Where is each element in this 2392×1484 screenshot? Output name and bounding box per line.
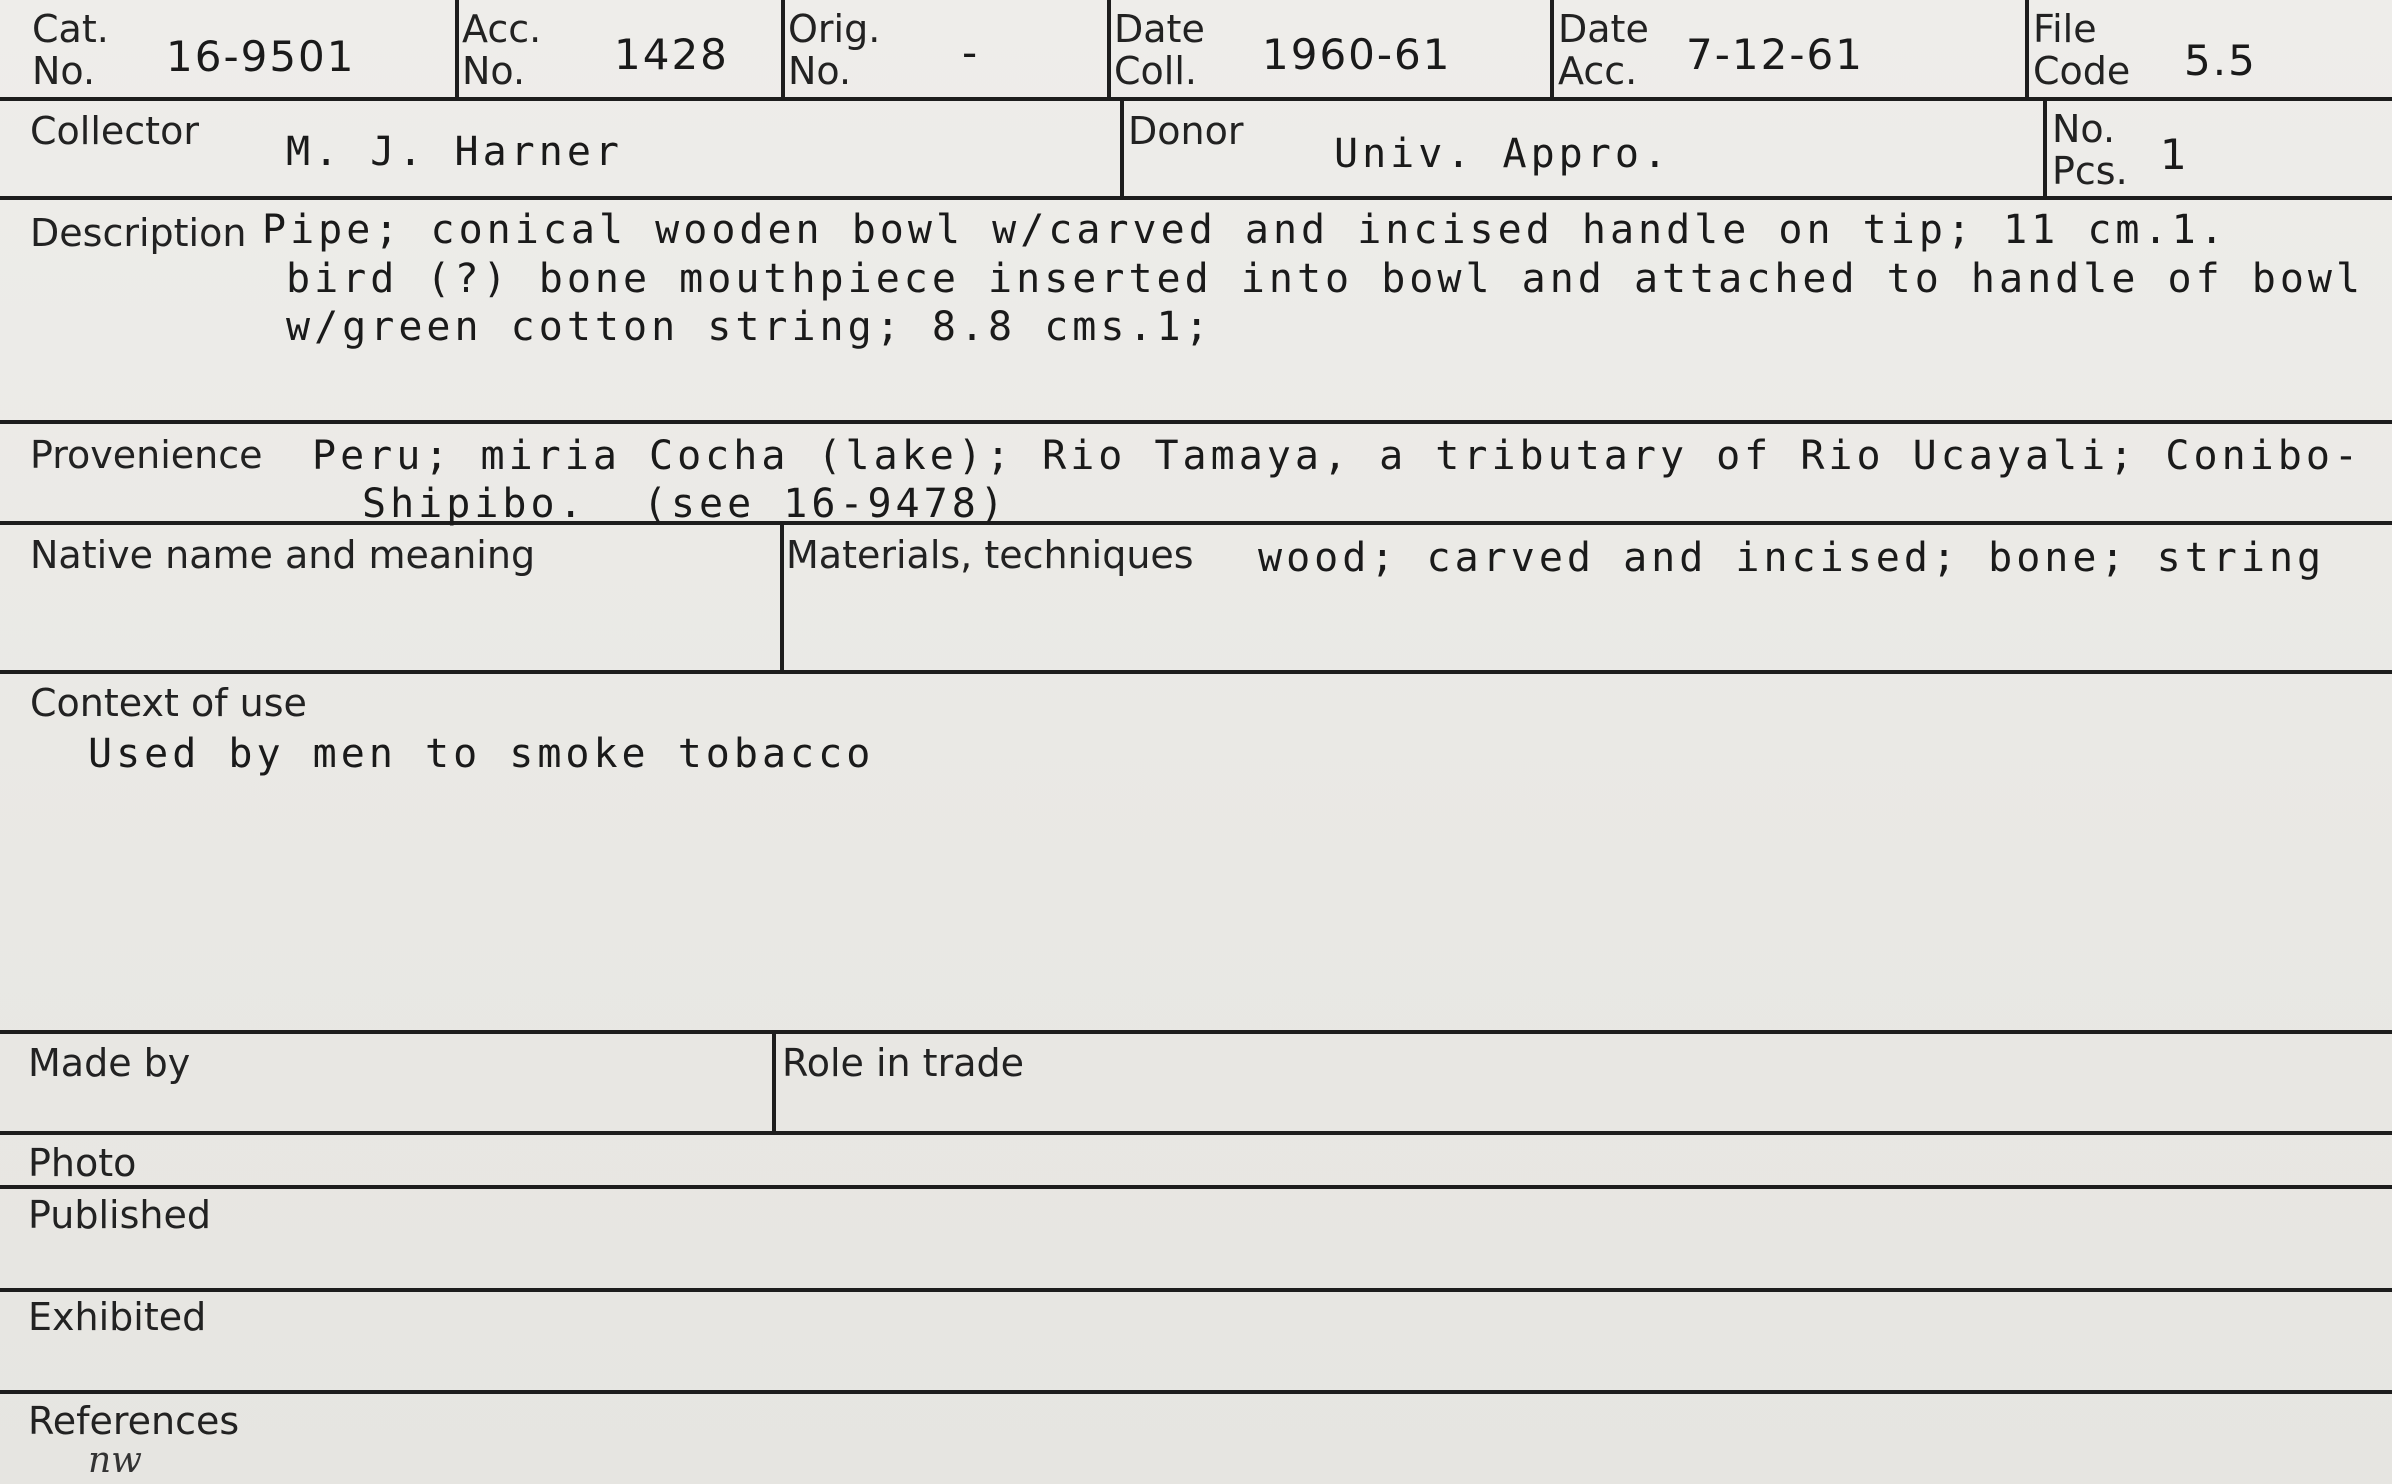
date-acc-value: 7-12-61 [1686,30,1864,79]
description-label: Description [30,211,247,255]
date-coll-value: 1960-61 [1262,30,1452,79]
rule-photo-bottom [0,1185,2392,1189]
file-code-value: 5.5 [2184,36,2257,85]
provenience-label: Provenience [30,433,263,477]
donor-value: Univ. Appro. [1334,131,1671,177]
description-line-3: w/green cotton string; 8.8 cms.1; [286,304,1213,350]
rule-vertical-header-4 [1550,0,1554,98]
handwritten-initials: nw [88,1440,142,1481]
date-coll-label-1: Date [1114,7,1205,51]
description-line-1: Pipe; conical wooden bowl w/carved and incised handle on tip; 11 cm.1. [262,207,2228,253]
references-label: References [28,1399,240,1443]
pieces-label-1: No. [2052,107,2116,151]
native-name-label: Native name and meaning [30,533,536,577]
donor-label: Donor [1128,109,1244,153]
rule-vertical-donor-pieces [2043,98,2047,198]
rule-madeby-bottom [0,1131,2392,1135]
provenience-line-2: Shipibo. (see 16-9478) [362,481,1008,527]
rule-native-bottom [0,670,2392,674]
rule-vertical-collector-donor [1120,98,1124,198]
photo-label: Photo [28,1141,137,1185]
materials-label: Materials, techniques [786,533,1194,577]
description-line-2: bird (?) bone mouthpiece inserted into bowl and attached to handle of bowl [286,256,2365,302]
rule-vertical-madeby-trade [772,1032,776,1133]
orig-no-label-2: No. [788,49,852,93]
context-label: Context of use [30,681,307,725]
date-acc-label-2: Acc. [1558,49,1638,93]
rule-published-bottom [0,1288,2392,1292]
acc-no-value: 1428 [614,30,729,79]
published-label: Published [28,1193,211,1237]
rule-provenience-bottom [0,521,2392,525]
orig-no-value: - [962,28,980,77]
rule-collector-bottom [0,196,2392,200]
collector-label: Collector [30,109,199,153]
collector-value: M. J. Harner [286,129,623,175]
rule-description-bottom [0,420,2392,424]
pieces-value: 1 [2160,130,2189,179]
file-code-label-1: File [2033,7,2097,51]
date-coll-label-2: Coll. [1114,49,1197,93]
file-code-label-2: Code [2033,49,2131,93]
cat-no-value: 16-9501 [166,32,356,81]
exhibited-label: Exhibited [28,1295,207,1339]
provenience-line-1: Peru; miria Cocha (lake); Rio Tamaya, a tributary of Rio Ucayali; Conibo- [312,433,2362,479]
date-acc-label-1: Date [1558,7,1649,51]
rule-context-bottom [0,1030,2392,1034]
cat-no-label-2: No. [32,49,96,93]
context-value: Used by men to smoke tobacco [88,731,875,777]
rule-vertical-header-1 [455,0,459,98]
acc-no-label-2: No. [462,49,526,93]
rule-header-bottom [0,97,2392,101]
rule-vertical-native-materials [780,522,784,672]
rule-vertical-header-3 [1107,0,1111,98]
rule-vertical-header-5 [2025,0,2029,98]
orig-no-label-1: Orig. [788,7,881,51]
rule-exhibited-bottom [0,1390,2392,1394]
materials-value: wood; carved and incised; bone; string [1258,535,2326,581]
acc-no-label-1: Acc. [462,7,542,51]
rule-vertical-header-2 [781,0,785,98]
cat-no-label-1: Cat. [32,7,109,51]
role-in-trade-label: Role in trade [782,1041,1024,1085]
made-by-label: Made by [28,1041,191,1085]
pieces-label-2: Pcs. [2052,149,2128,193]
